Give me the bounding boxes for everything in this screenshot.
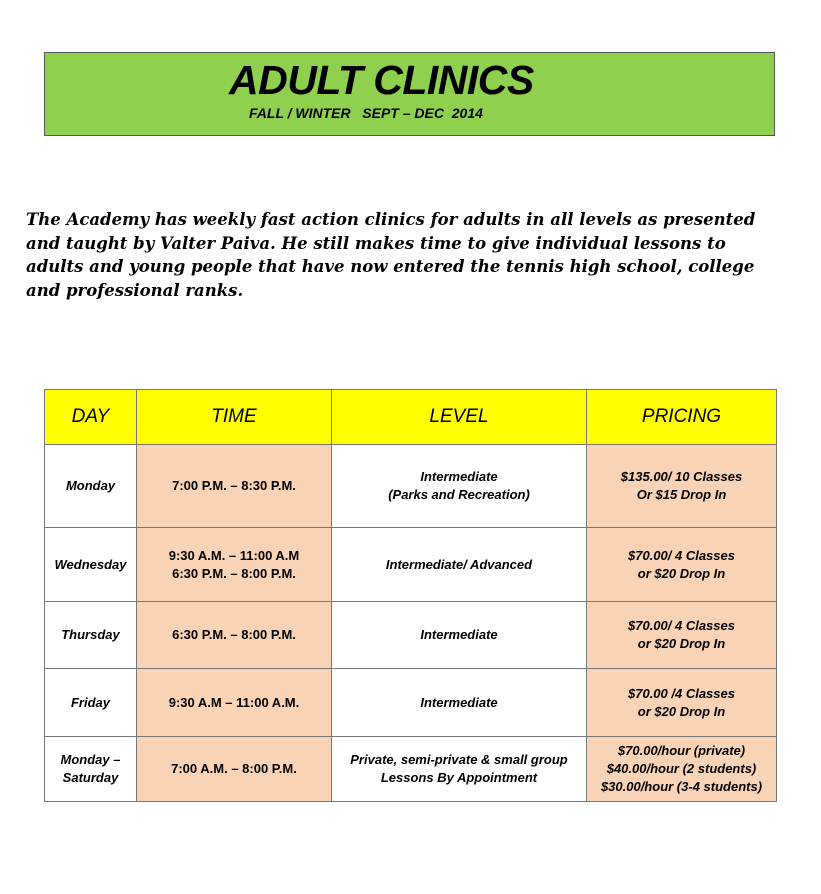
time-cell (137, 737, 332, 802)
level-cell (332, 737, 587, 802)
day-cell (45, 602, 137, 669)
pricing-cell-line: $70.00/ 4 Classes (628, 618, 735, 633)
time-cell (137, 669, 332, 737)
level-cell (332, 528, 587, 602)
pricing-cell-line: $70.00 /4 Classes (628, 685, 735, 701)
title-banner (44, 52, 775, 136)
column-header-day: DAY (45, 390, 137, 445)
day-cell-line: Saturday (62, 770, 119, 785)
pricing-cell (587, 602, 777, 669)
level-cell-line: Lessons By Appointment (380, 770, 538, 785)
day-cell (45, 669, 137, 737)
table-row (45, 528, 777, 602)
table-row (45, 602, 777, 669)
level-cell-line: Intermediate/ Advanced (385, 556, 533, 572)
table-row (45, 737, 777, 802)
level-cell-line: Intermediate (420, 694, 498, 710)
time-cell-line: 6:30 P.M. – 8:00 P.M. (172, 565, 296, 581)
pricing-cell-line: $135.00/ 10 Classes (620, 469, 743, 484)
time-cell-line: 7:00 P.M. – 8:30 P.M. (172, 478, 296, 493)
pricing-cell-line: $40.00/hour (2 students) (606, 761, 757, 776)
time-cell-line: 9:30 A.M – 11:00 A.M. (168, 694, 300, 710)
time-cell-line: 6:30 P.M. – 8:00 P.M. (172, 627, 296, 642)
level-cell-line: Intermediate (420, 627, 498, 642)
intro-paragraph: The Academy has weekly fast action clinics for adults in all levels as presented and taught by Valter Paiva. He still makes time to give individual lessons to adults and young people that have now entered the tennis high school, college and professional ranks. (26, 210, 756, 300)
time-cell (137, 528, 332, 602)
season-subtitle: FALL / WINTER SEPT – DEC 2014 (249, 105, 483, 121)
day-cell (45, 445, 137, 528)
column-header-pricing: PRICING (587, 390, 777, 445)
time-cell (137, 602, 332, 669)
pricing-cell (587, 445, 777, 528)
day-cell (45, 528, 137, 602)
column-header-level: LEVEL (332, 390, 587, 445)
pricing-cell (587, 528, 777, 602)
day-cell-line: Thursday (61, 627, 120, 642)
time-cell-line: 7:00 A.M. – 8:00 P.M. (171, 761, 297, 776)
pricing-cell-line: or $20 Drop In (637, 636, 726, 651)
level-cell (332, 445, 587, 528)
time-cell-line: 9:30 A.M. – 11:00 A.M (168, 547, 300, 563)
pricing-cell-line: $70.00/ 4 Classes (628, 547, 735, 563)
pricing-cell (587, 737, 777, 802)
pricing-cell-line: Or $15 Drop In (636, 487, 727, 502)
pricing-cell-line: or $20 Drop In (637, 703, 726, 719)
page-title: ADULT CLINICS (229, 57, 534, 103)
pricing-cell-line: $70.00/hour (private) (617, 743, 746, 758)
level-cell-line: Intermediate (420, 469, 498, 484)
pricing-cell-line: or $20 Drop In (637, 565, 726, 581)
day-cell-line: Monday – (60, 752, 121, 767)
pricing-cell (587, 669, 777, 737)
level-cell (332, 602, 587, 669)
day-cell-line: Wednesday (54, 556, 127, 572)
level-cell-line: (Parks and Recreation) (388, 487, 530, 502)
column-header-time: TIME (137, 390, 332, 445)
day-cell (45, 737, 137, 802)
day-cell-line: Friday (70, 694, 110, 710)
level-cell-line: Private, semi-private & small group (350, 752, 568, 767)
table-header-row (45, 390, 777, 445)
table-row (45, 445, 777, 528)
level-cell (332, 669, 587, 737)
clinic-schedule-table (44, 389, 777, 802)
day-cell-line: Monday (65, 478, 116, 493)
table-row (45, 669, 777, 737)
pricing-cell-line: $30.00/hour (3-4 students) (600, 779, 763, 794)
time-cell (137, 445, 332, 528)
